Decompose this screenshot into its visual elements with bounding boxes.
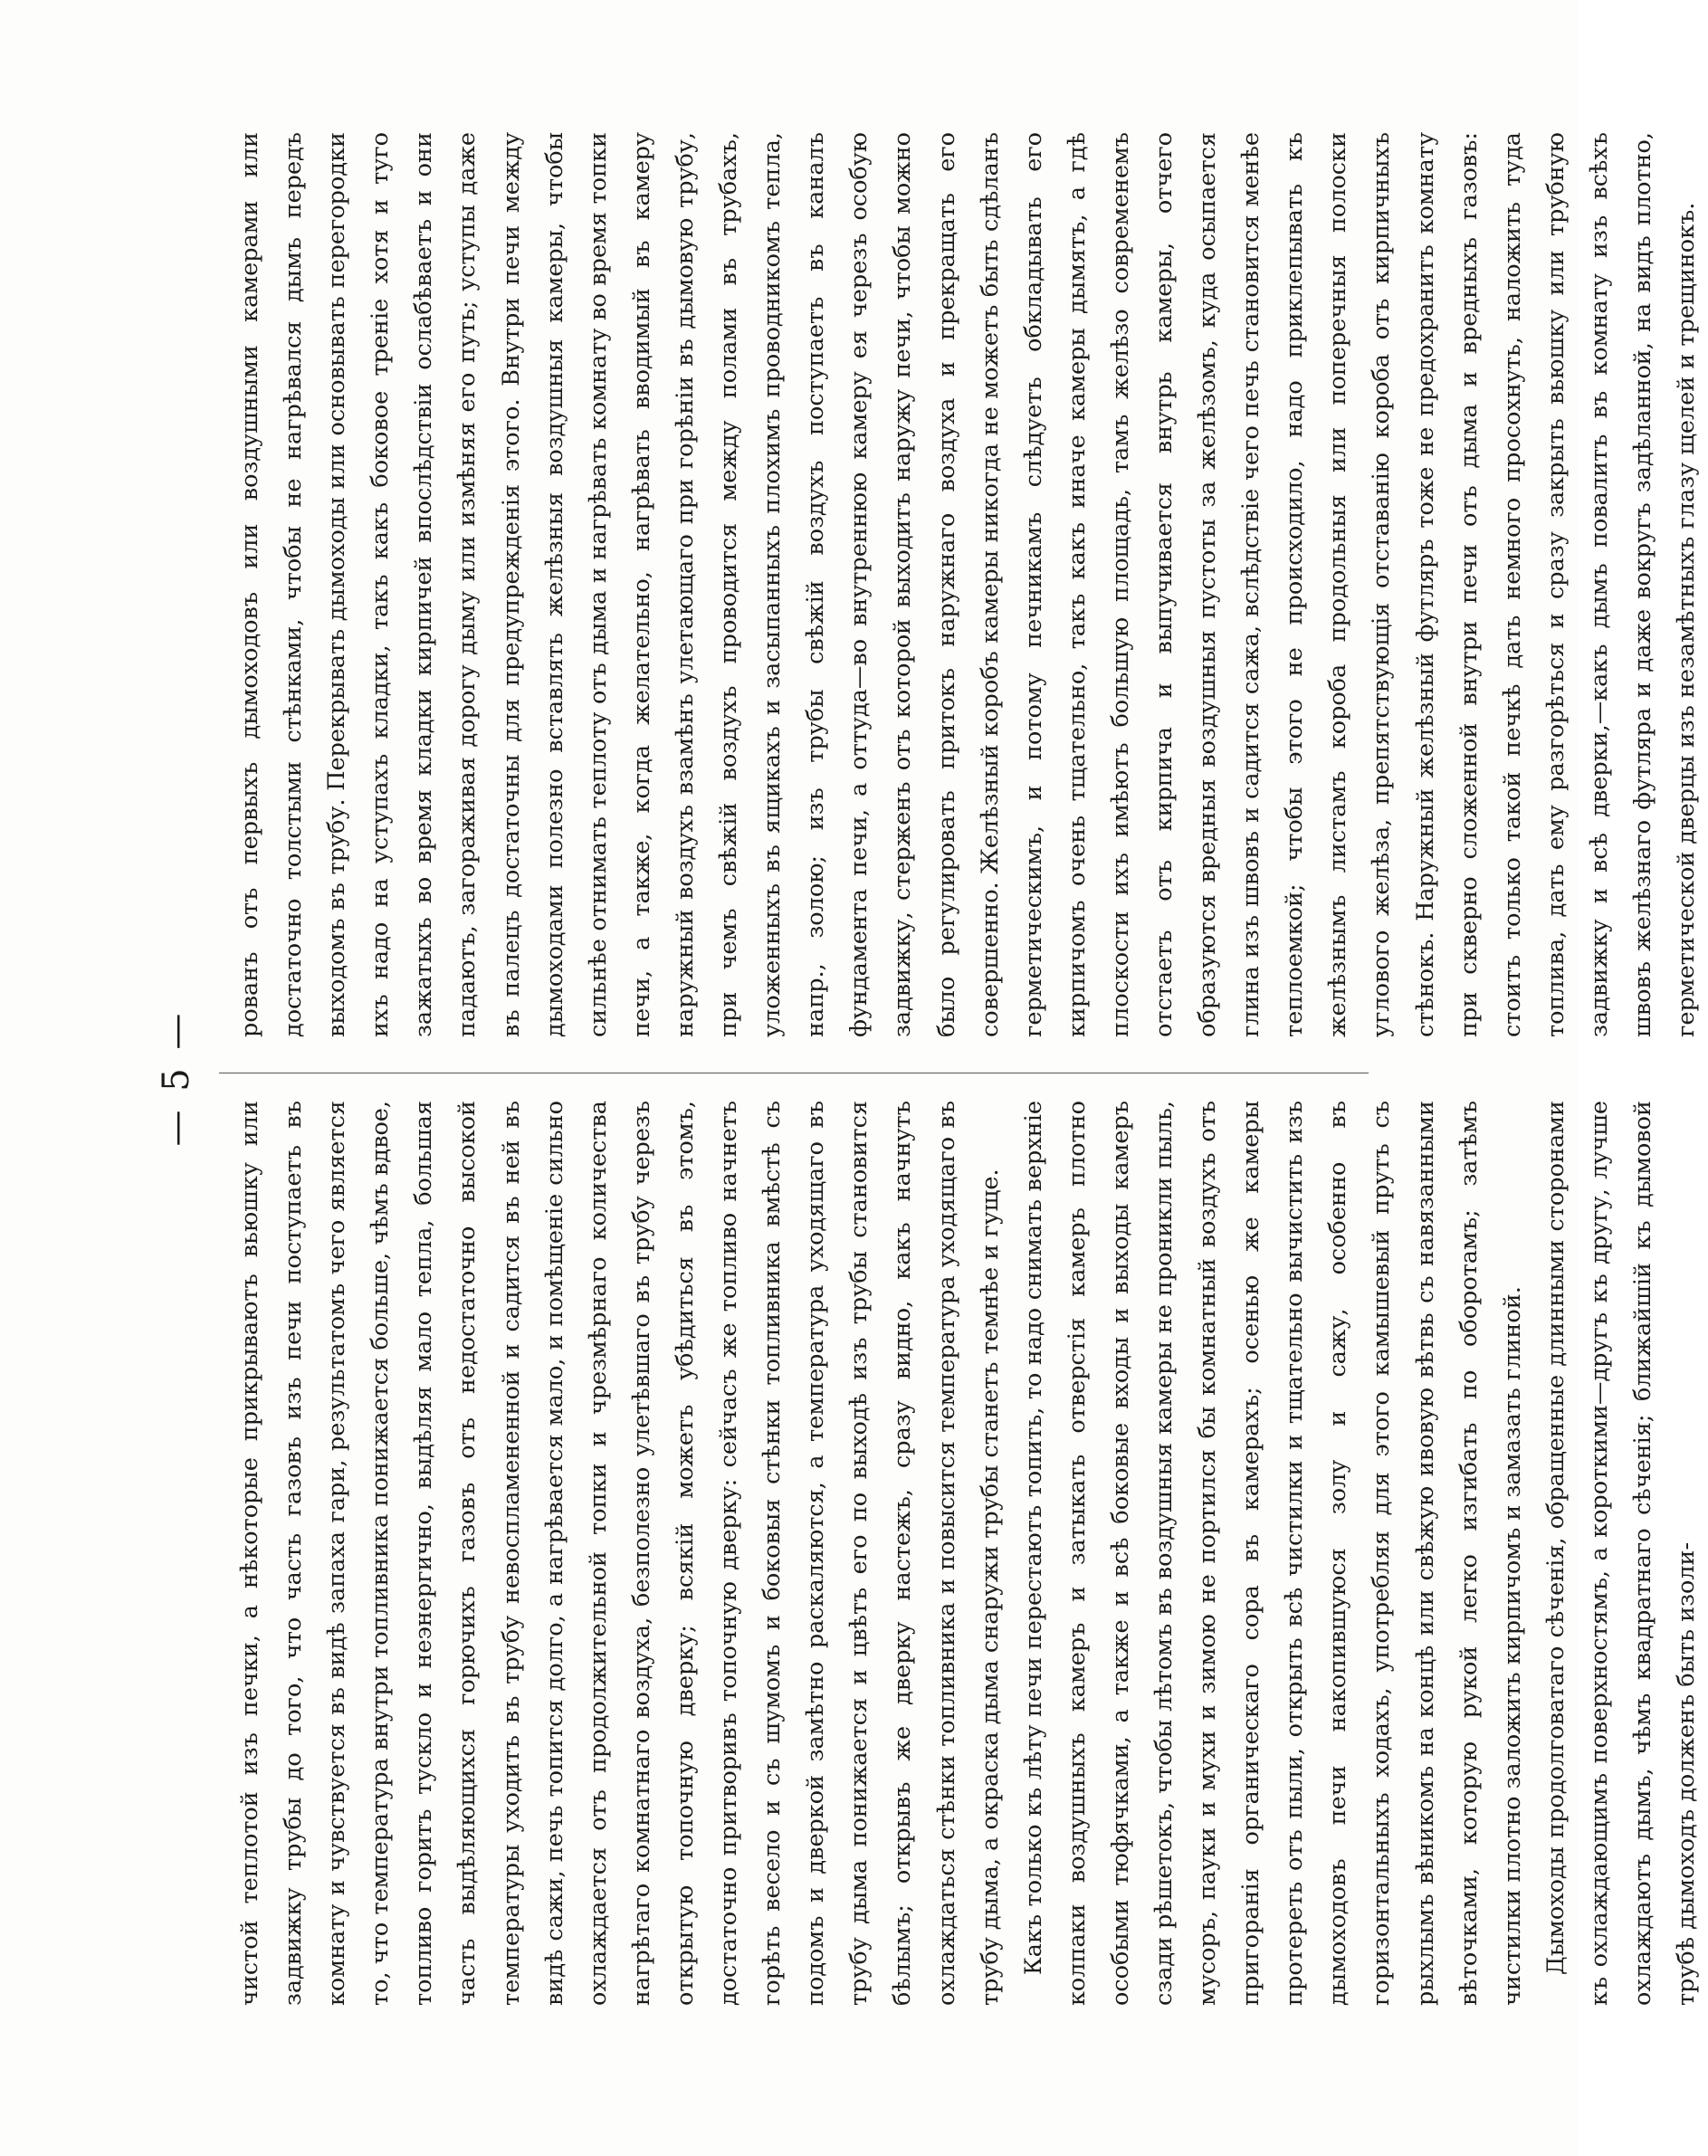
paragraph: Какъ только къ лѣту печи перестаютъ топить, то надо снимать верхніе колпаки воздушныхъ камеръ и затыкать отверстія камеръ плотно особыми тюфячками, а также и всѣ боковые входы и выходы камеръ сзади рѣшетокъ, чтобы лѣтомъ въ воздушныя камеры не проникли пыль, мусоръ, пауки и мухи и зимою не портился бы комнатный воздухъ отъ пригоранія органическаго сора въ камерахъ; осенью же камеры протереть отъ пыли, открыть всѣ чистилки и тщательно вычистить изъ дымоходовъ печи накопившуюся золу и сажу, особенно въ горизонтальныхъ ходахъ, употребляя для этого камышевый прутъ съ рыхлымъ вѣникомъ на концѣ или свѣжую ивовую вѣтвь съ навязанными вѣточками, которую рукой легко изгибать по оборотамъ; затѣмъ чистилки плотно заложить кирпичомъ и замазать глиной. (1019, 1101, 1526, 2006)
right-text-column (228, 132, 1708, 1037)
page-number: — 5 — (156, 1009, 197, 1147)
rotated-page-content (156, 114, 1701, 2042)
paragraph: рованъ отъ первыхъ дымоходовъ или воздушными камерами или достаточно толстыми стѣнками, чтобы не нагрѣвался дымъ передъ выходомъ въ трубу. Перекрывать дымоходы или основывать перегородки ихъ надо на уступахъ кладки, такъ какъ боковое треніе хотя и туго зажатыхъ во время кладки кирпичей впослѣдствіи ослабѣваетъ и они падаютъ, загораживая дорогу дыму или измѣняя его путь; уступы даже въ палецъ достаточны для предупрежденія этого. Внутри печи между дымоходами полезно вставлять желѣзныя воздушныя камеры, чтобы сильнѣе отнимать теплоту отъ дыма и нагрѣвать комнату во время топки печи, а также, когда желательно, нагрѣвать вводимый въ камеру наружный воздухъ взамѣнъ улетающаго при горѣніи въ дымовую трубу, при чемъ свѣжій воздухъ проводится между полами въ трубахъ, уложенныхъ въ ящикахъ и засыпанныхъ плохимъ проводникомъ тепла, напр., золою; изъ трубы свѣжій воздухъ поступаетъ въ каналъ фундамента печи, а оттуда—во внутреннюю камеру ея черезъ особую задвижку, стерженъ отъ которой выходитъ наружу печи, чтобы можно было регулировать притокъ наружнаго воздуха и прекращать его совершенно. Желѣзный коробъ камеры никогда не можетъ быть сдѣланъ герметическимъ, и потому печникамъ слѣдуетъ обкладывать его кирпичомъ очень тщательно, такъ какъ иначе камеры дымятъ, а гдѣ плоскости ихъ имѣютъ большую площадь, тамъ желѣзо современемъ отстаетъ отъ кирпича и выпучивается внутрь камеры, отчего образуются вредныя воздушныя пустоты за желѣзомъ, куда осыпается глина изъ швовъ и садится сажа, вслѣдствіе чего печь становится менѣе теплоемкой; чтобы этого не происходило, надо приклепывать къ желѣзнымъ листамъ короба продольныя или поперечныя полоски углового желѣза, препятствующія отставанію короба отъ кирпичныхъ стѣнокъ. Наружный желѣзный футляръ тоже не предохранитъ комнату при скверно сложенной внутри печи отъ дыма и вредныхъ газовъ: стоитъ только такой печкѣ дать немного просохнуть, наложить туда топлива, дать ему разгорѣться и сразу закрыть вьюшку или трубную задвижку и всѣ дверки,—какъ дымъ повалитъ въ комнату изъ всѣхъ швовъ желѣзнаго футляра и даже вокругъ задѣланной, на видъ плотно, герметической дверцы изъ незамѣтныхъ глазу щелей и трещинокъ. (236, 132, 1701, 1037)
paragraph: Дымоходы продолговатаго сѣченія, обращенные длинными сторонами къ охлаждающимъ поверхностямъ, а короткими—другъ къ другу, лучше охлаждаютъ дымъ, чѣмъ квадратнаго сѣченія; ближайшій къ дымовой трубѣ дымоходъ долженъ быть изоли- (1541, 1101, 1701, 2006)
left-text-column (228, 1101, 1708, 2006)
paragraph: чистой теплотой изъ печки, а нѣкоторые прикрываютъ вьюшку или задвижку трубы до того, что часть газовъ изъ печи поступаетъ въ комнату и чувствуется въ видѣ запаха гари, результатомъ чего является то, что температура внутри топливника понижается больше, чѣмъ вдвое, топливо горитъ тускло и неэнергично, выдѣляя мало тепла, большая часть выдѣляющихся горючихъ газовъ отъ недостаточно высокой температуры уходитъ въ трубу невоспламененной и садится въ ней въ видѣ сажи, печь топится долго, а нагрѣвается мало, и помѣщеніе сильно охлаждается отъ продолжительной топки и чрезмѣрнаго количества нагрѣтаго комнатнаго воздуха, безполезно улетѣвшаго въ трубу черезъ открытую топочную дверку; всякій можетъ убѣдиться въ этомъ, достаточно притворивъ топочную дверку: сейчасъ же топливо начнетъ горѣть весело и съ шумомъ и боковыя стѣнки топливника вмѣстѣ съ подомъ и дверкой замѣтно раскаляются, а температура уходящаго въ трубу дыма понижается и цвѣтъ его по выходѣ изъ трубы становится бѣлымъ; открывъ же дверку настежъ, сразу видно, какъ начнутъ охлаждаться стѣнки топливника и повысится температура уходящаго въ трубу дыма, а окраска дыма снаружи трубы станетъ темнѣе и гуще. (236, 1101, 1004, 2006)
